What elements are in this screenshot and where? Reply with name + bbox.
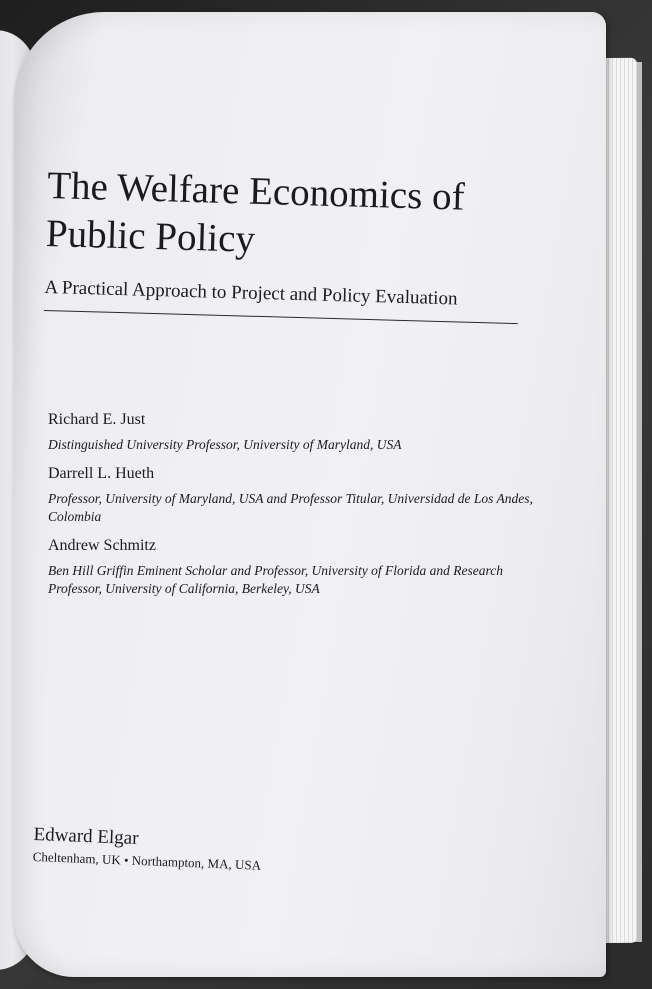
author-name: Richard E. Just — [48, 411, 146, 428]
author-affiliation: Distinguished University Professor, University of Maryland, USA — [48, 437, 402, 452]
publisher-places: Cheltenham, UK • Northampton, MA, USA — [32, 848, 262, 873]
publisher-name: Edward Elgar — [33, 824, 139, 850]
author-name: Darrell L. Hueth — [48, 465, 155, 482]
book-title: The Welfare Economics of Public Policy — [45, 163, 466, 261]
publisher-block — [32, 824, 262, 874]
author-list — [48, 410, 548, 608]
author-name: Andrew Schmitz — [48, 537, 156, 554]
book-subtitle: A Practical Approach to Project and Policy Evaluation — [44, 276, 458, 310]
title-block — [44, 162, 568, 325]
author-affiliation: Professor, University of Maryland, USA and Professor Titular, Universidad de Los Andes, Colombia — [48, 491, 533, 524]
author-affiliation: Ben Hill Griffin Eminent Scholar and Professor, University of Florida and Research Professor, University of California, Berkeley, USA — [48, 563, 503, 596]
title-page — [14, 12, 606, 977]
title-page-content — [44, 162, 568, 596]
title-rule — [44, 310, 518, 324]
